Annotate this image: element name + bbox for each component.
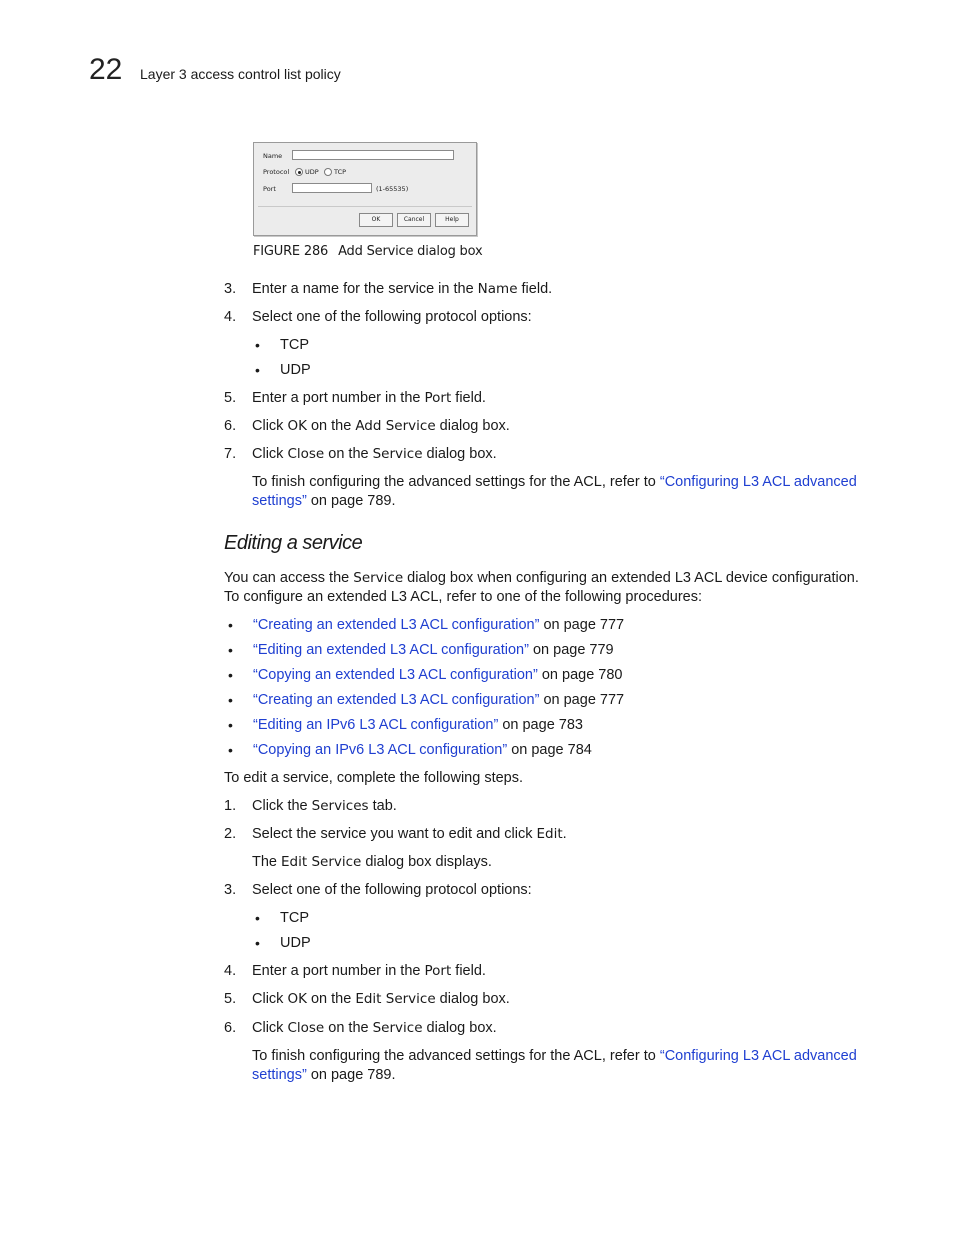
link-settings[interactable]: settings”	[252, 493, 307, 509]
finish-note-1: To finish configuring the advanced settings for the ACL, refer to “Configuring L3 ACL advanced settings” on page 789.	[252, 474, 857, 509]
chapter-number: 22	[89, 53, 123, 86]
figure-number: FIGURE 286	[253, 244, 329, 259]
link-configuring-advanced[interactable]: “Configuring L3 ACL advanced	[659, 474, 857, 490]
name-label: Name	[263, 152, 283, 160]
ref-link[interactable]: “Editing an extended L3 ACL configuration”	[253, 642, 529, 658]
protocol-label: Protocol	[263, 168, 290, 176]
port-label: Port	[263, 185, 276, 193]
tcp-label: TCP	[334, 168, 347, 176]
help-button: Help	[435, 213, 469, 227]
chapter-title: Layer 3 access control list policy	[140, 66, 341, 82]
tcp-radio	[324, 168, 332, 176]
finish-note-2: To finish configuring the advanced settings for the ACL, refer to “Configuring L3 ACL advanced settings” on page 789.	[252, 1048, 857, 1083]
link-settings[interactable]: settings”	[252, 1067, 307, 1083]
section-intro: You can access the Service dialog box when configuring an extended L3 ACL device configuration. To configure an extended L3 ACL, refer to one of the following procedures:	[224, 570, 859, 605]
port-range-hint: (1-65535)	[376, 185, 409, 193]
udp-label: UDP	[305, 168, 319, 176]
port-field	[292, 183, 372, 193]
name-field	[292, 150, 454, 160]
ref-link[interactable]: “Creating an extended L3 ACL configuration”	[253, 692, 540, 708]
ref-link[interactable]: “Editing an IPv6 L3 ACL configuration”	[253, 717, 499, 733]
edit-step-2-note: The Edit Service dialog box displays.	[252, 854, 492, 870]
dialog-separator	[258, 206, 472, 207]
figure-caption	[253, 243, 482, 260]
link-configuring-advanced[interactable]: “Configuring L3 ACL advanced	[659, 1048, 857, 1064]
ok-button: OK	[359, 213, 393, 227]
edit-lead: To edit a service, complete the following steps.	[224, 770, 524, 786]
ref-link[interactable]: “Copying an extended L3 ACL configuration”	[253, 667, 538, 683]
add-service-dialog-figure	[253, 142, 477, 236]
figure-title: Add Service dialog box	[338, 244, 483, 259]
ref-link[interactable]: “Copying an IPv6 L3 ACL configuration”	[253, 742, 508, 758]
ref-link[interactable]: “Creating an extended L3 ACL configuration”	[253, 617, 540, 633]
udp-radio	[295, 168, 303, 176]
section-title: Editing a service	[224, 532, 363, 554]
cancel-button: Cancel	[397, 213, 431, 227]
